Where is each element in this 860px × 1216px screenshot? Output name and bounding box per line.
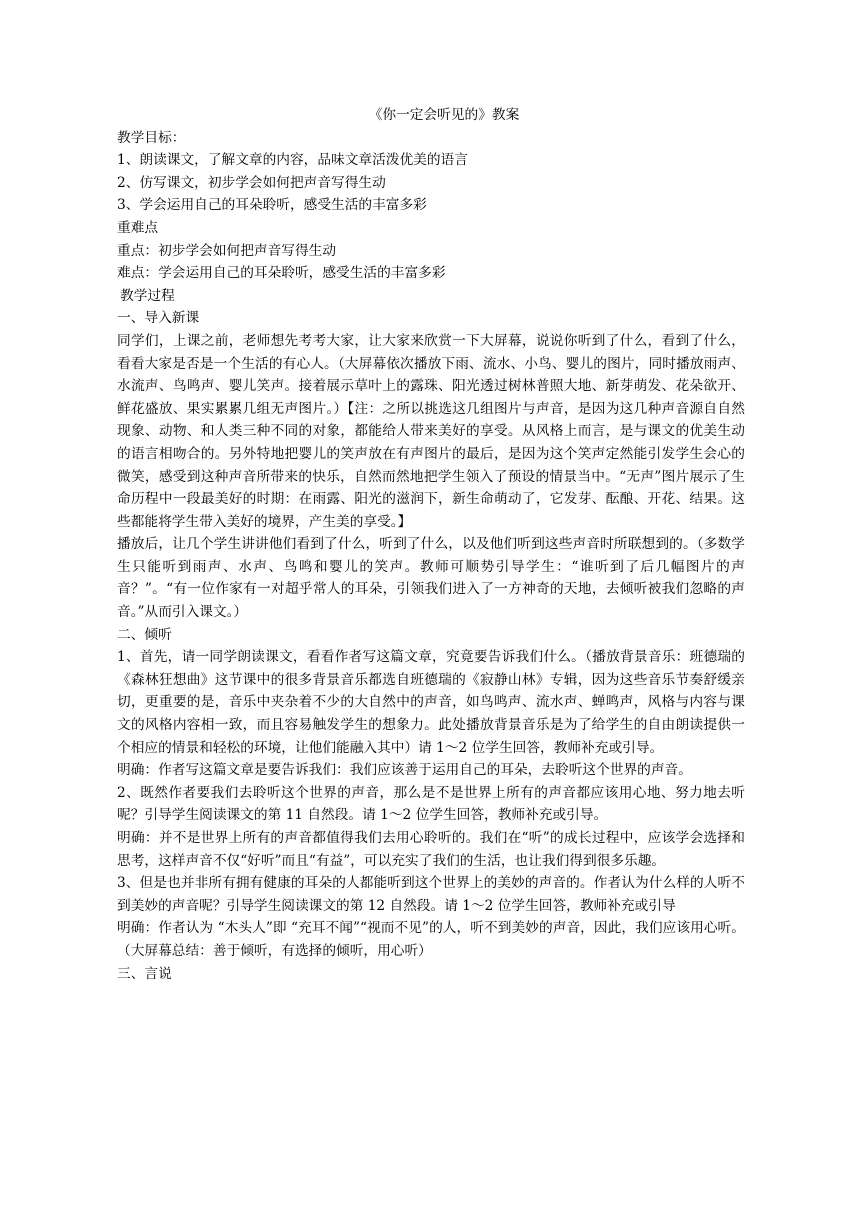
paragraph: 3、但是也并非所有拥有健康的耳朵的人都能听到这个世界上的美妙的声音的。作者认为什么样的人听不到美妙的声音呢？引导学生阅读课文的第 12 自然段。请 1～2 位学生回答，教师补充或引导 [117,875,745,914]
goal-item: 2、仿写课文，初步学会如何把声音写得生动 [117,174,386,191]
section-heading: 二、倾听 [117,626,172,643]
document-page [117,104,745,985]
goals-heading: 教学目标： [117,129,186,146]
process-heading: 教学过程 [120,287,175,304]
document-title: 《你一定会听见的》教案 [368,107,520,123]
section-heading: 一、导入新课 [117,310,200,327]
paragraph: 明确：作者写这篇文章是要告诉我们：我们应该善于运用自己的耳朵，去聆听这个世界的声音。 [117,762,692,779]
difficulty-heading: 重难点 [117,219,159,236]
paragraph: 同学们，上课之前，老师想先考考大家，让大家来欣赏一下大屏幕，说说你听到了什么，看到了什么，看看大家是否是一个生活的有心人。（大屏幕依次播放下雨、流水、小鸟、婴儿的图片，同时播放雨声、水流声、鸟鸣声、婴儿笑声。接着展示草叶上的露珠、阳光透过树林普照大地、新芽萌发、花朵欲开、鲜花盛放、果实累累几组无声图片。）【注：之所以挑选这几组图片与声音，是因为这几种声音源自自然现象、动物、和人类三种不同的对象，都能给人带来美好的享受。从风格上而言，是与课文的优美生动的语言相吻合的。另外特地把婴儿的笑声放在有声图片的最后，是因为这个笑声定然能引发学生会心的微笑，感受到这种声音所带来的快乐，自然而然地把学生领入了预设的情景当中。“无声”图片展示了生命历程中一段最美好的时期：在雨露、阳光的滋润下，新生命萌动了，它发芽、酝酿、开花、结果。这些都能将学生带入美好的境界，产生美的享受。】 [117,332,745,530]
goal-item: 3、学会运用自己的耳朵聆听，感受生活的丰富多彩 [117,197,427,214]
goal-item: 1、朗读课文，了解文章的内容，品味文章活泼优美的语言 [117,152,468,169]
hard-point: 难点：学会运用自己的耳朵聆听，感受生活的丰富多彩 [117,265,446,282]
paragraph: 明确：作者认为 “木头人”即 “充耳不闻”“视而不见”的人，听不到美妙的声音，因此，我们应该用心听。（大屏幕总结：善于倾听，有选择的倾听，用心听） [117,920,745,959]
paragraph: 播放后，让几个学生讲讲他们看到了什么，听到了什么，以及他们听到这些声音时所联想到的。（多数学生只能听到雨声、水声、鸟鸣和婴儿的笑声。教师可顺势引导学生：“谁听到了后几幅图片的声音？”。“有一位作家有一对超乎常人的耳朵，引领我们进入了一方神奇的天地，去倾听被我们忽略的声音。”从而引入课文。） [117,536,745,621]
key-point: 重点：初步学会如何把声音写得生动 [117,242,337,259]
section-heading: 三、言说 [117,965,172,982]
paragraph: 明确：并不是世界上所有的声音都值得我们去用心聆听的。我们在“听”的成长过程中，应该学会选择和思考，这样声音不仅“好听”而且“有益”，可以充实了我们的生活，也让我们得到很多乐趣。 [117,830,745,869]
paragraph: 2、既然作者要我们去聆听这个世界的声音，那么是不是世界上所有的声音都应该用心地、努力地去听呢？引导学生阅读课文的第 11 自然段。请 1～2 位学生回答，教师补充或引导。 [117,784,745,824]
paragraph: 1、首先，请一同学朗读课文，看看作者写这篇文章，究竟要告诉我们什么。（播放背景音乐：班德瑞的《森林狂想曲》这节课中的很多背景音乐都选自班德瑞的《寂静山林》专辑，因为这些音乐节奏舒缓亲切，更重要的是，音乐中夹杂着不少的大自然中的声音，如鸟鸣声、流水声、蝉鸣声，风格与内容与课文的风格内容相一致，而且容易触发学生的想象力。此处播放背景音乐是为了给学生的自由朗读提供一个相应的情景和轻松的环境，让他们能融入其中）请 1～2 位学生回答，教师补充或引导。 [117,649,745,756]
